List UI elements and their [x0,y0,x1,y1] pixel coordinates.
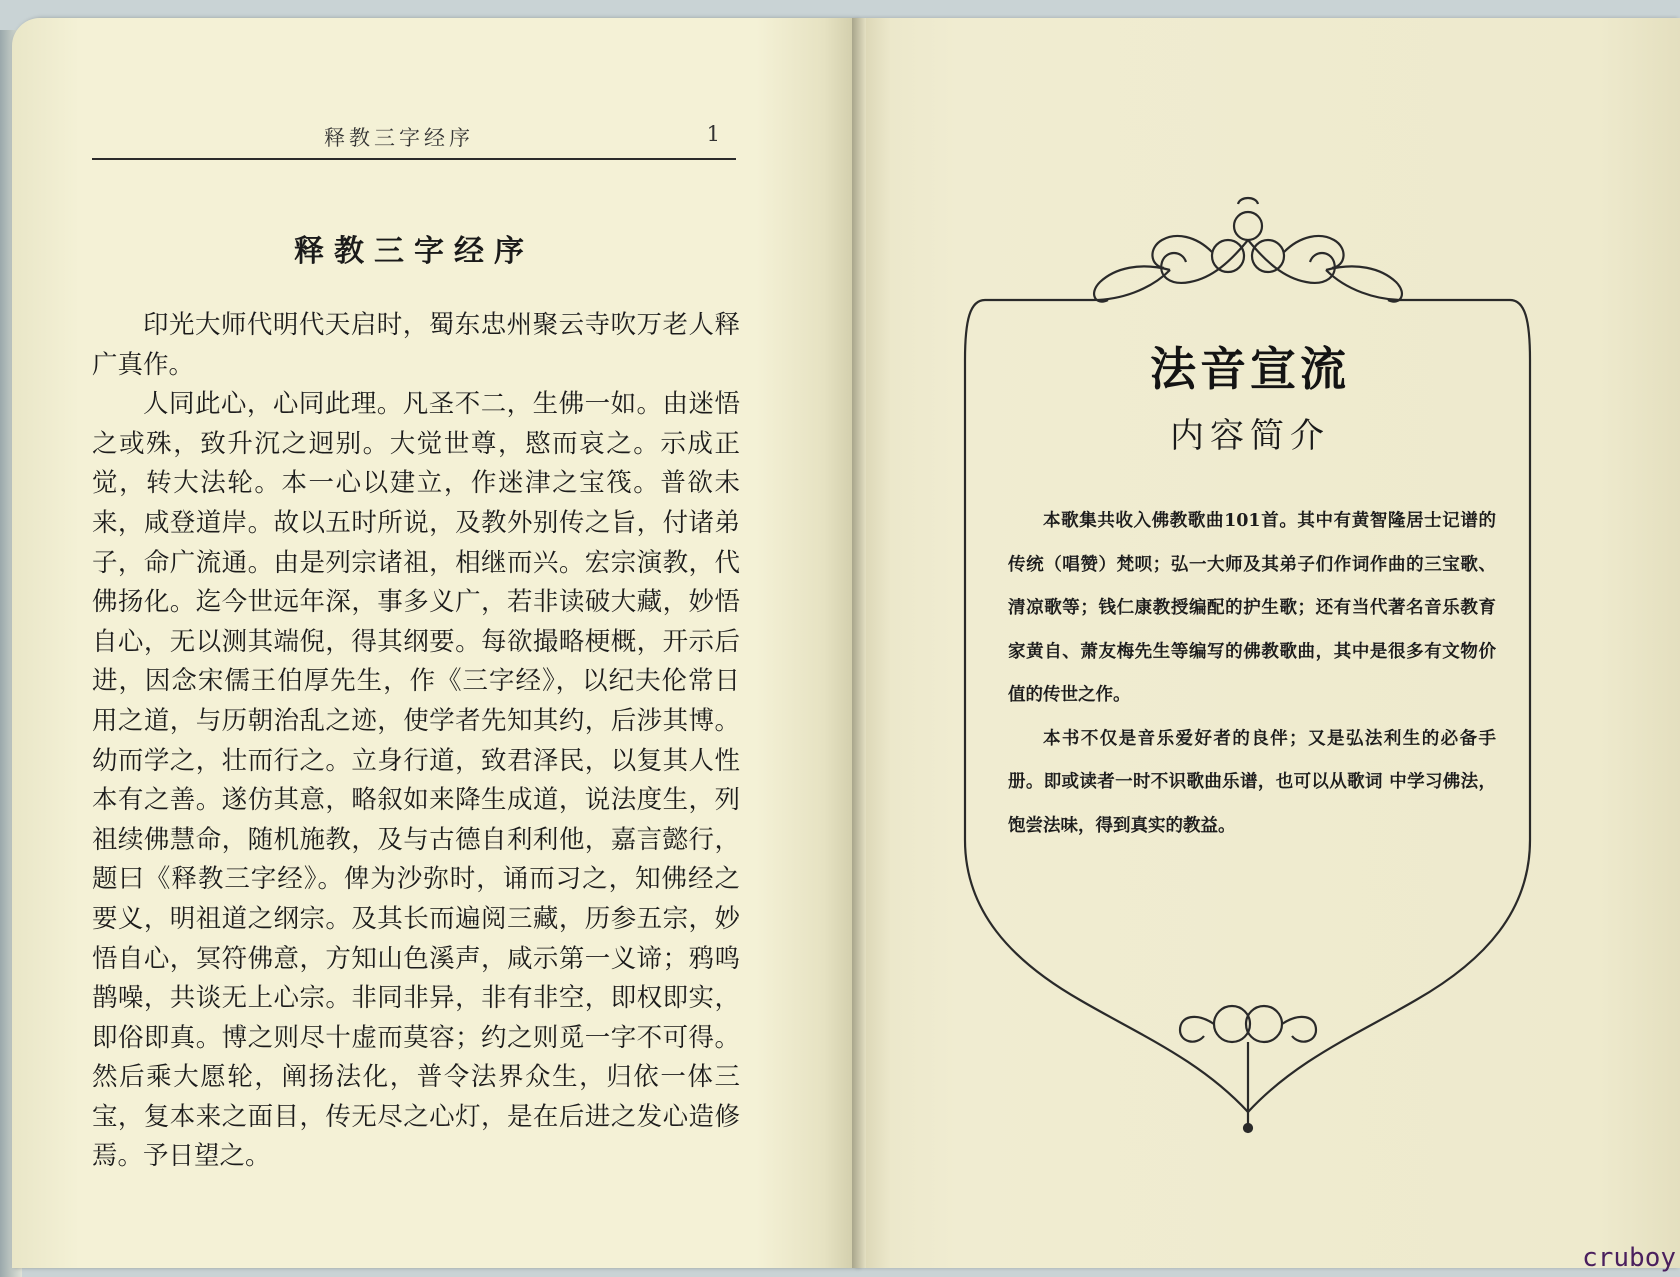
book-title: 法音宣流 [1150,342,1350,396]
section-subtitle: 内容简介 [1170,416,1330,456]
running-head-title: 释教三字经序 [324,126,474,150]
synopsis-body [1008,500,1496,848]
preface-paragraph-2: 人同此心，心同此理。凡圣不二，生佛一如。由迷悟之或殊，致升沉之迥别。大觉世尊，愍而哀之。示成正觉，转大法轮。本一心以建立，作迷津之宝筏。普欲未来，咸登道岸。故以五时所说，及教外别传之旨，付诸弟子，命广流通。由是列宗诸祖，相继而兴。宏宗演教，代佛扬化。迄今世远年深，事多义广，若非读破大藏，妙悟自心，无以测其端倪，得其纲要。每欲撮略梗概，开示后进，因念宋儒王伯厚先生，作《三字经》，以纪夫伦常日用之道，与历朝治乱之迹，使学者先知其约，后涉其博。幼而学之，壮而行之。立身行道，致君泽民，以复其人性本有之善。遂仿其意，略叙如来降生成道，说法度生，列祖续佛慧命，随机施教，及与古德自利利他，嘉言懿行，题曰《释教三字经》。俾为沙弥时，诵而习之，知佛经之要义，明祖道之纲宗。及其长而遍阅三藏，历参五宗，妙悟自心，冥符佛意，方知山色溪声，咸示第一义谛；鸦鸣鹊噪，共谈无上心宗。非同非异，非有非空，即权即实，即俗即真。博之则尽十虚而莫容；约之则觅一字不可得。然后乘大愿轮，阐扬法化，普令法界众生，归依一体三宝，复本来之面目，传无尽之心灯，是在后进之发心造修焉。予日望之。 [92,389,740,1172]
synopsis-paragraph-2: 本书不仅是音乐爱好者的良伴；又是弘法利生的必备手册。即或读者一时不识歌曲乐谱，也可以从歌词 中学习佛法，饱尝法味，得到真实的教益。 [1008,728,1496,836]
preface-paragraph-1: 印光大师代明代天启时，蜀东忠州聚云寺吹万老人释广真作。 [92,310,740,380]
watermark: cruboy [1582,1243,1676,1273]
preface-title: 释教三字经序 [294,234,534,269]
page-number: 1 [706,122,720,146]
top-scroll-ornament [1094,198,1402,302]
bottom-scroll-ornament [1180,1006,1316,1132]
synopsis-paragraph-1: 本歌集共收入佛教歌曲101首。其中有黄智隆居士记谱的传统（唱赞）梵呗；弘一大师及其弟子们作词作曲的三宝歌、清凉歌等；钱仁康教授编配的护生歌；还有当代著名音乐教育家黄自、萧友梅先生等编写的佛教歌曲，其中是很多有文物价值的传世之作。 [1008,511,1496,705]
